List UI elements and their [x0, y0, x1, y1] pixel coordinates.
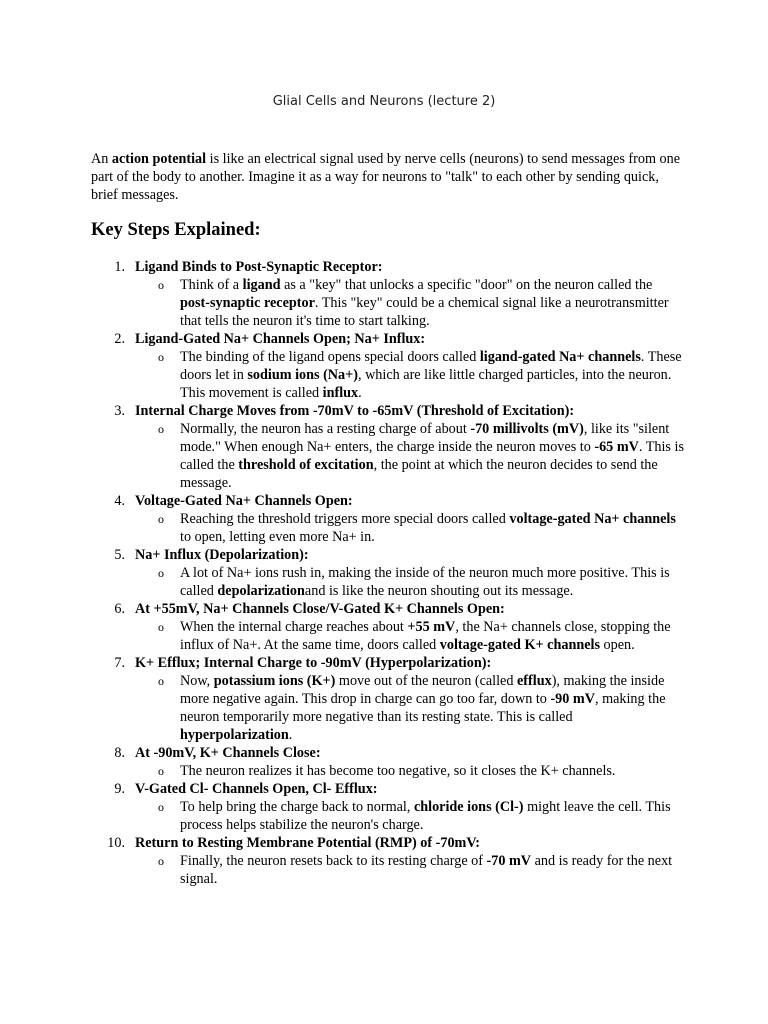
list-item	[0, 600, 700, 654]
bold-term: ligand	[242, 277, 281, 293]
step-number: 9.	[114, 781, 125, 797]
bullet-circle-icon: o	[158, 620, 164, 634]
text-run: to open, letting even more Na+ in.	[180, 529, 375, 545]
bold-term: threshold of excitation	[238, 457, 374, 473]
text-run: The neuron realizes it has become too negative, so it closes the K+ channels.	[180, 763, 616, 779]
step-description	[135, 564, 685, 600]
step-title: K+ Efflux; Internal Charge to -90mV (Hyperpolarization):	[135, 655, 492, 671]
list-item	[0, 654, 700, 744]
document-title: Glial Cells and Neurons (lecture 2)	[272, 94, 496, 109]
text-run: , making the neuron temporarily more negative than its resting state. This is called	[180, 691, 666, 725]
step-description	[135, 762, 685, 780]
text-run: might leave the cell. This process helps stabilize the neuron's charge.	[180, 799, 671, 833]
bold-term: action potential	[111, 151, 207, 167]
intro-paragraph	[91, 150, 681, 204]
text-run: Reaching the threshold triggers more special doors called	[180, 511, 510, 527]
step-description	[135, 798, 685, 834]
bold-term: hyperpolarization	[180, 727, 289, 743]
text-run: Think of a	[180, 277, 243, 293]
bullet-circle-icon: o	[158, 422, 164, 436]
text-run: and is ready for the next signal.	[180, 853, 673, 887]
list-item	[0, 492, 700, 546]
text-run: An	[91, 151, 112, 167]
text-run: When the internal charge reaches about	[180, 619, 408, 635]
bold-term: -90 mV	[550, 691, 595, 707]
step-title: Ligand Binds to Post-Synaptic Receptor:	[135, 259, 383, 275]
bold-term: chloride ions (Cl-)	[413, 799, 524, 815]
bullet-circle-icon: o	[158, 566, 164, 580]
bullet-circle-icon: o	[158, 854, 164, 868]
step-title: Internal Charge Moves from -70mV to -65mV (Threshold of Excitation):	[135, 403, 575, 419]
text-run: .	[358, 385, 362, 401]
text-run: Finally, the neuron resets back to its resting charge of	[180, 853, 487, 869]
bullet-circle-icon: o	[158, 278, 164, 292]
bold-term: +55 mV	[407, 619, 456, 635]
list-item	[0, 402, 700, 492]
bullet-circle-icon: o	[158, 350, 164, 364]
bold-term: efflux	[517, 673, 552, 689]
step-description	[135, 618, 685, 654]
list-item	[0, 258, 700, 330]
text-run: , the Na+ channels close, stopping the influx of Na+. At the same time, doors called	[180, 619, 671, 653]
step-description	[135, 852, 685, 888]
text-run: . This "key" could be a chemical signal like a neurotransmitter that tells the neuron it's time to start talking.	[180, 295, 669, 329]
step-title: Voltage-Gated Na+ Channels Open:	[135, 493, 353, 509]
text-run: . This is called the	[180, 439, 684, 473]
step-title: Na+ Influx (Depolarization):	[135, 547, 309, 563]
step-number: 7.	[114, 655, 125, 671]
text-run: and is like the neuron shouting out its message.	[304, 583, 574, 599]
text-run: is like an electrical signal used by nerve cells (neurons) to send messages from one part of the body to another. Imagine it as a way for neurons to "talk" to each other by sending quick, brief messages.	[91, 151, 681, 203]
step-number: 5.	[114, 547, 125, 563]
list-item	[0, 330, 700, 402]
step-number: 1.	[114, 259, 125, 275]
text-run: .	[288, 727, 293, 743]
text-run: . These doors let in	[180, 349, 682, 383]
text-run: A lot of Na+ ions rush in, making the inside of the neuron much more positive. This is called	[180, 565, 670, 599]
step-number: 4.	[114, 493, 125, 509]
step-description	[135, 672, 685, 744]
bold-term: voltage-gated Na+ channels	[509, 511, 676, 527]
step-title: At -90mV, K+ Channels Close:	[135, 745, 321, 761]
step-description	[135, 510, 685, 546]
bullet-circle-icon: o	[158, 512, 164, 526]
text-run: as a "key" that unlocks a specific "door" on the neuron called the	[280, 277, 653, 293]
step-description	[135, 348, 685, 402]
text-run: ), making the inside more negative again. This drop in charge can go too far, down to	[180, 673, 665, 707]
step-number: 6.	[114, 601, 125, 617]
bullet-circle-icon: o	[158, 800, 164, 814]
bold-term: ligand-gated Na+ channels	[479, 349, 641, 365]
step-number: 10.	[107, 835, 125, 851]
bold-term: potassium ions (K+)	[213, 673, 336, 689]
step-title: V-Gated Cl- Channels Open, Cl- Efflux:	[135, 781, 378, 797]
list-item	[0, 744, 700, 780]
bold-term: sodium ions (Na+)	[247, 367, 358, 383]
steps-list	[0, 258, 700, 888]
text-run: Now,	[180, 673, 214, 689]
text-run: open.	[599, 637, 635, 653]
text-run: The binding of the ligand opens special doors called	[180, 349, 480, 365]
bold-term: post-synaptic receptor	[180, 295, 315, 311]
step-number: 3.	[114, 403, 125, 419]
bold-term: voltage-gated K+ channels	[439, 637, 600, 653]
section-heading: Key Steps Explained:	[91, 220, 261, 240]
text-run: To help bring the charge back to normal,	[180, 799, 414, 815]
text-run: , which are like little charged particles, into the neuron. This movement is called	[180, 367, 672, 401]
bold-term: influx	[322, 385, 359, 401]
text-run: move out of the neuron (called	[335, 673, 517, 689]
step-description	[135, 420, 685, 492]
list-item	[0, 834, 700, 888]
list-item	[0, 780, 700, 834]
text-run: , the point at which the neuron decides to send the message.	[180, 457, 658, 491]
step-description	[135, 276, 685, 330]
text-run: Normally, the neuron has a resting charge of about	[180, 421, 471, 437]
bold-term: depolarization	[217, 583, 305, 599]
bold-term: -70 mV	[486, 853, 532, 869]
bold-term: -70 millivolts (mV)	[470, 421, 584, 437]
text-run: , like its "silent mode." When enough Na+ enters, the charge inside the neuron moves to	[180, 421, 670, 455]
step-number: 8.	[114, 745, 125, 761]
bullet-circle-icon: o	[158, 764, 164, 778]
step-number: 2.	[114, 331, 125, 347]
list-item	[0, 546, 700, 600]
step-title: Return to Resting Membrane Potential (RMP) of -70mV:	[135, 835, 481, 851]
step-title: Ligand-Gated Na+ Channels Open; Na+ Influx:	[135, 331, 426, 347]
bullet-circle-icon: o	[158, 674, 164, 688]
bold-term: -65 mV	[594, 439, 639, 455]
step-title: At +55mV, Na+ Channels Close/V-Gated K+ Channels Open:	[135, 601, 505, 617]
